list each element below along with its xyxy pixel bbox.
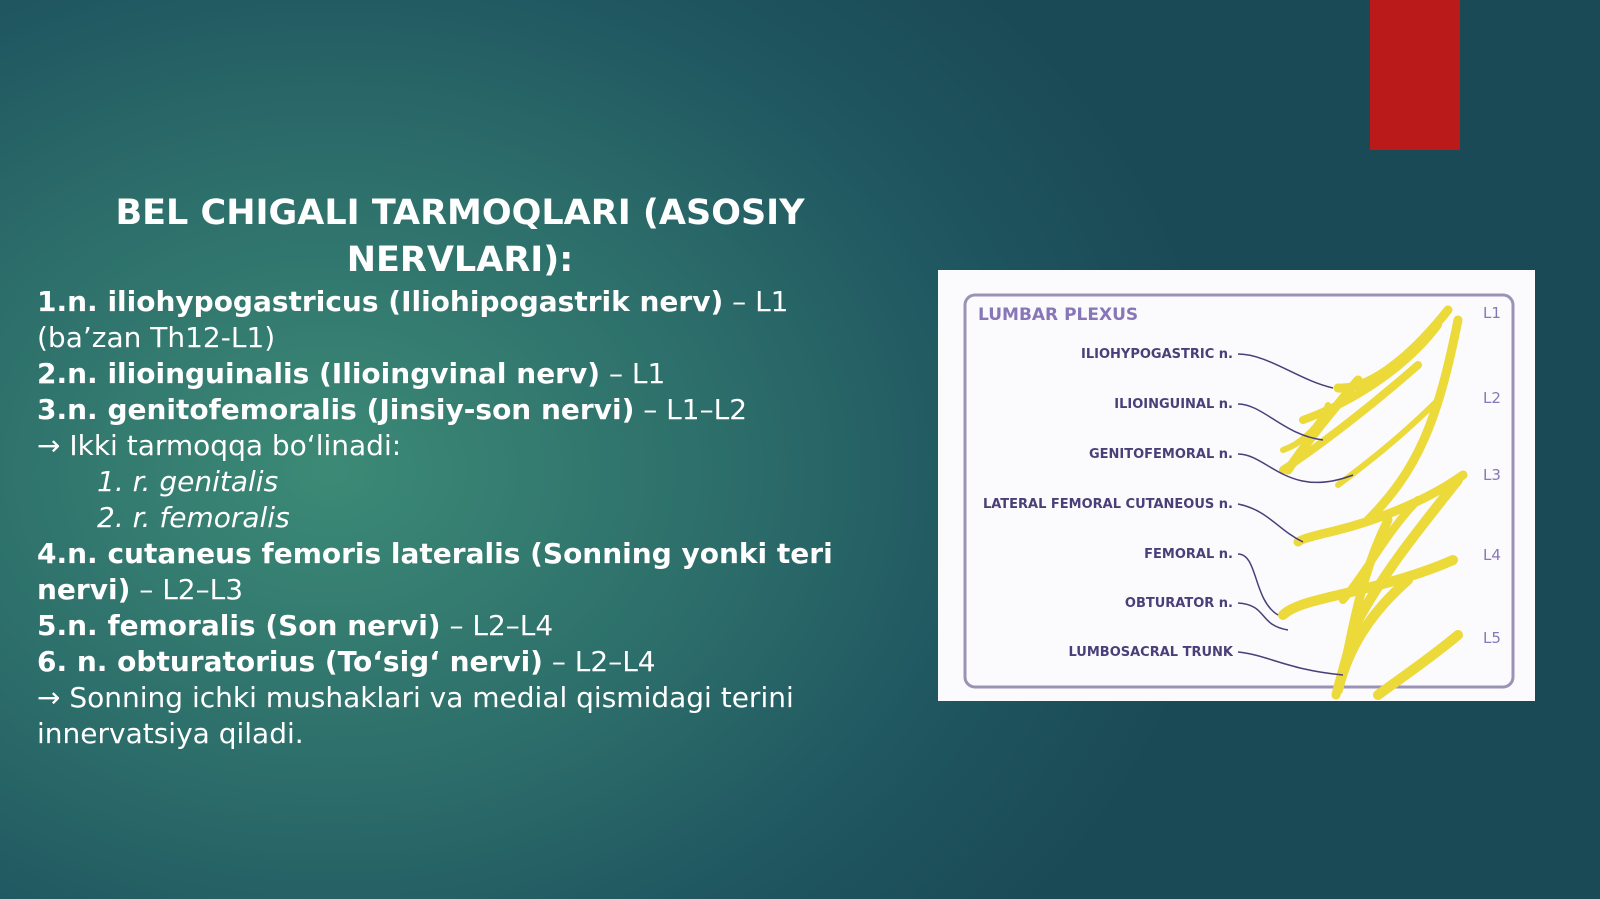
nerve-name: 6. n. obturatorius (To‘sig‘ nervi) [37,645,543,678]
nerve-segments: – L1–L2 [634,393,748,426]
lumbar-plexus-diagram [938,270,1535,701]
red-accent-bar [1370,0,1460,150]
nerve-name: 3.n. genitofemoralis (Jinsiy-son nervi) [37,393,635,426]
branch-item: 1. r. genitalis [97,465,279,498]
nerve-segments: – L2–L3 [130,573,244,606]
nerve-name: 4.n. cutaneus femoris lateralis (Sonning yonki teri nervi) [37,537,833,606]
figure-heading: LUMBAR PLEXUS [978,305,1139,325]
nerve-bundle [1283,310,1463,695]
list-item [37,392,867,428]
list-item [37,284,867,356]
list-item [37,608,867,644]
nerve-segments: – L1 (ba’zan Th12-L1) [37,285,789,354]
lumbar-plexus-figure [938,270,1535,701]
branch-item: 2. r. femoralis [97,501,290,534]
nerve-name: 2.n. ilioinguinalis (Ilioingvinal nerv) [37,357,601,390]
nerve-name: 5.n. femoralis (Son nervi) [37,609,441,642]
vertebral-levels [1483,304,1501,647]
label-lateral-femoral-cutaneous: LATERAL FEMORAL CUTANEOUS n. [982,497,1233,512]
nerve-segments: – L2–L4 [440,609,554,642]
label-obturator: OBTURATOR n. [1124,596,1233,611]
label-iliohypogastric: ILIOHYPOGASTRIC n. [1081,347,1233,362]
slide-title: BEL CHIGALI TARMOQLARI (ASOSIY NERVLARI): [115,193,805,280]
nerve-list [37,284,867,752]
final-note: → Sonning ichki mushaklari va medial qismidagi terini innervatsiya qiladi. [37,681,794,750]
list-item [37,644,867,680]
level-label: L2 [1483,389,1501,407]
nerve-labels [983,347,1234,660]
nerve-segments: – L1 [600,357,666,390]
label-ilioinguinal: ILIOINGUINAL n. [1114,397,1233,412]
nerve-segments: – L2–L4 [542,645,656,678]
level-label: L1 [1483,304,1501,322]
level-label: L3 [1483,466,1501,484]
list-item [37,356,867,392]
branch-note: → Ikki tarmoqqa bo‘linadi: [37,429,402,462]
level-label: L4 [1483,546,1501,564]
nerve-name: 1.n. iliohypogastricus (Iliohipogastrik nerv) [37,285,724,318]
level-label: L5 [1483,629,1501,647]
label-femoral: FEMORAL n. [1144,547,1233,562]
label-genitofemoral: GENITOFEMORAL n. [1088,447,1233,462]
list-item [37,536,867,608]
label-lumbosacral-trunk: LUMBOSACRAL TRUNK [1068,645,1233,660]
